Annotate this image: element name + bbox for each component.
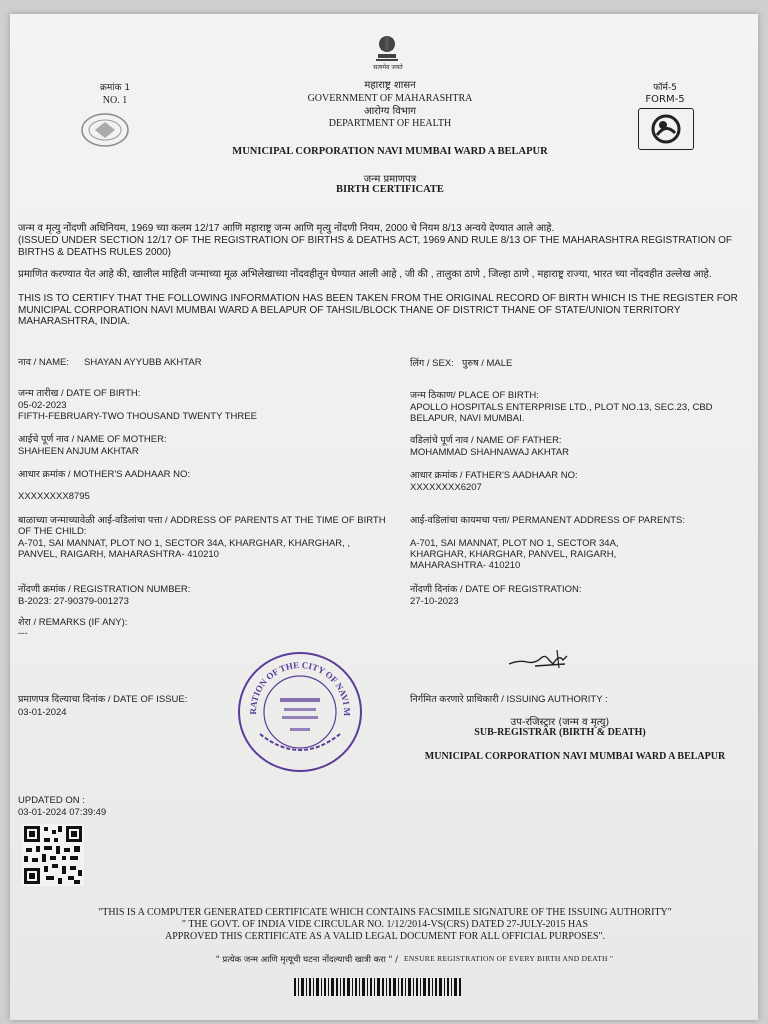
remarks-label: शेरा / REMARKS (IF ANY): [18,617,128,628]
seal-text: RATION OF THE CITY OF NAVI M [247,659,353,717]
certify-english: THIS IS TO CERTIFY THAT THE FOLLOWING INFORMATION HAS BEEN TAKEN FROM THE ORIGINAL RECORD OF BIRTH WHICH IS THE REGISTER FOR MUNICIPAL CORPORATION NAVI MUMBAI WARD A BELAPUR OF TAHSIL/BLOCK THANE OF DISTRICT THANE OF STATE/UNION TERRITORY MAHARASHTRA, INDIA. [18,293,738,327]
pob-label: जन्म ठिकाण/ PLACE OF BIRTH: [410,390,539,401]
registration-number-label: नोंदणी क्रमांक / REGISTRATION NUMBER: [18,584,191,595]
issue-date-label: प्रमाणपत्र दिल्याचा दिनांक / DATE OF ISSUE: [18,694,188,705]
issued-under-marathi: जन्म व मृत्यु नोंदणी अधिनियम, 1969 च्या कलम 12/17 आणि महाराष्ट्र जन्म आणि मृत्यु नोंदणी नियम, 2000 चे नियम 8/13 अन्वये देण्यात आले आहे. [18,223,555,234]
address-at-birth: A-701, SAI MANNAT, PLOT NO 1, SECTOR 34A, KHARGHAR, KHARGHAR, , PANVEL, RAIGARH, MAHARASHTRA- 410210 [18,538,351,560]
corporation-title: MUNICIPAL CORPORATION NAVI MUMBAI WARD A BELAPUR [232,146,548,157]
sub-registrar: SUB-REGISTRAR (BIRTH & DEATH) [474,727,646,738]
form-label-marathi: फॉर्म-5 [653,83,677,93]
certificate-page [10,14,758,1020]
date-of-birth-words: FIFTH-FEBRUARY-TWO THOUSAND TWENTY THREE [18,411,257,422]
number-label-marathi: क्रमांक 1 [99,83,131,93]
certify-marathi: प्रमाणित करण्यात येत आहे की, खालील माहिती जन्माच्या मूळ अभिलेखाच्या नोंदवहीतून घेण्यात आली आहे , जी की , तालुका ठाणे , जिल्हा ठाणे , महाराष्ट्र राज्या, भारत च्या नोंदवहीत उल्लेख आहे. [18,269,712,280]
corporation-logo-icon [80,112,130,148]
updated-on-label: UPDATED ON : [18,795,85,806]
registration-date: 27-10-2023 [410,596,459,607]
father-label: वडिलांचे पूर्ण नाव / NAME OF FATHER: [410,435,562,446]
form-label: FORM-5 [645,94,685,105]
mother-aadhaar: XXXXXXXX8795 [18,491,90,502]
dob-label: जन्म तारीख / DATE OF BIRTH: [18,388,141,399]
issue-date: 03-01-2024 [18,707,67,718]
mother-aadhaar-label: आधार क्रमांक / MOTHER'S AADHAAR NO: [18,469,191,480]
child-sex: पुरुष / MALE [462,358,513,369]
remarks-value: --- [18,628,28,639]
qr-code-icon [22,824,84,886]
footer-circular: " THE GOVT. OF INDIA VIDE CIRCULAR NO. 1/12/2014-VS(CRS) DATED 27-JULY-2015 HAS [181,919,589,930]
father-aadhaar-label: आधार क्रमांक / FATHER'S AADHAAR NO: [410,470,578,481]
name-label: नाव / NAME: [18,357,70,368]
registration-number: B-2023: 27-90379-001273 [18,596,129,607]
issued-under-english: (ISSUED UNDER SECTION 12/17 OF THE REGISTRATION OF BIRTHS & DEATHS ACT, 1969 AND RULE 8/13 OF THE MAHARASHTRA REGISTRATION OF BIRTHS & DEATHS RULES 2000) [18,235,733,258]
issuing-authority-label: निर्गमित करणारे प्राधिकारी / ISSUING AUTHORITY : [410,694,608,705]
place-of-birth: APOLLO HOSPITALS ENTERPRISE LTD., PLOT NO.13, SEC.23, CBD BELAPUR, NAVI MUMBAI. [410,402,713,424]
child-name: SHAYAN AYYUBB AKHTAR [84,357,202,368]
sex-label: लिंग / SEX: [410,358,454,369]
updated-on: 03-01-2024 07:39:49 [18,807,107,818]
certificate-title: BIRTH CERTIFICATE [336,184,444,195]
signature-icon [505,646,575,672]
registration-date-label: नोंदणी दिनांक / DATE OF REGISTRATION: [410,584,582,595]
footer-approved: APPROVED THIS CERTIFICATE AS A VALID LEGAL DOCUMENT FOR ALL OFFICIAL PURPOSES". [164,931,606,942]
mother-label: आईचे पूर्ण नाव / NAME OF MOTHER: [18,434,167,445]
footer-slogan-english: ENSURE REGISTRATION OF EVERY BIRTH AND DEATH " [404,954,614,963]
date-of-birth: 05-02-2023 [18,400,67,411]
father-name: MOHAMMAD SHAHNAWAJ AKHTAR [410,447,570,458]
government-title: GOVERNMENT OF MAHARASHTRA [307,93,473,104]
sub-registrar-marathi: उप-रजिस्ट्रार (जन्म व मृत्यु) [510,717,610,728]
department-marathi: आरोग्य विभाग [363,106,417,117]
footer-computer-generated: "THIS IS A COMPUTER GENERATED CERTIFICATE WHICH CONTAINS FACSIMILE SIGNATURE OF THE ISSUING AUTHORITY" [98,907,672,918]
birth-logo-icon [638,108,694,150]
issuing-corporation: MUNICIPAL CORPORATION NAVI MUMBAI WARD A BELAPUR [424,751,726,762]
official-seal-stamp [238,652,362,772]
emblem-motto: सत्यमेव जयते [373,64,403,71]
permanent-address: A-701, SAI MANNAT, PLOT NO 1, SECTOR 34A, KHARGHAR, KHARGHAR, PANVEL, RAIGARH, MAHARASHTRA- 410210 [410,538,619,571]
address-at-birth-label: बाळाच्या जन्माच्यावेळी आई-वडिलांचा पत्ता / ADDRESS OF PARENTS AT THE TIME OF BIRTH OF THE CHILD: [18,515,386,537]
barcode-icon [294,978,462,996]
government-marathi: महाराष्ट्र शासन [364,80,416,91]
department-title: DEPARTMENT OF HEALTH [328,118,452,129]
mother-name: SHAHEEN ANJUM AKHTAR [18,446,139,457]
father-aadhaar: XXXXXXXX6207 [410,482,482,493]
certificate-title-marathi: जन्म प्रमाणपत्र [363,174,417,185]
permanent-address-label: आई-वडिलांचा कायमचा पत्ता/ PERMANENT ADDRESS OF PARENTS: [410,515,685,526]
number-label: NO. 1 [102,95,128,106]
footer-slogan-marathi: " प्रत्येक जन्म आणि मृत्यूची घटना नोंदल्याची खात्री करा " / [215,955,398,965]
